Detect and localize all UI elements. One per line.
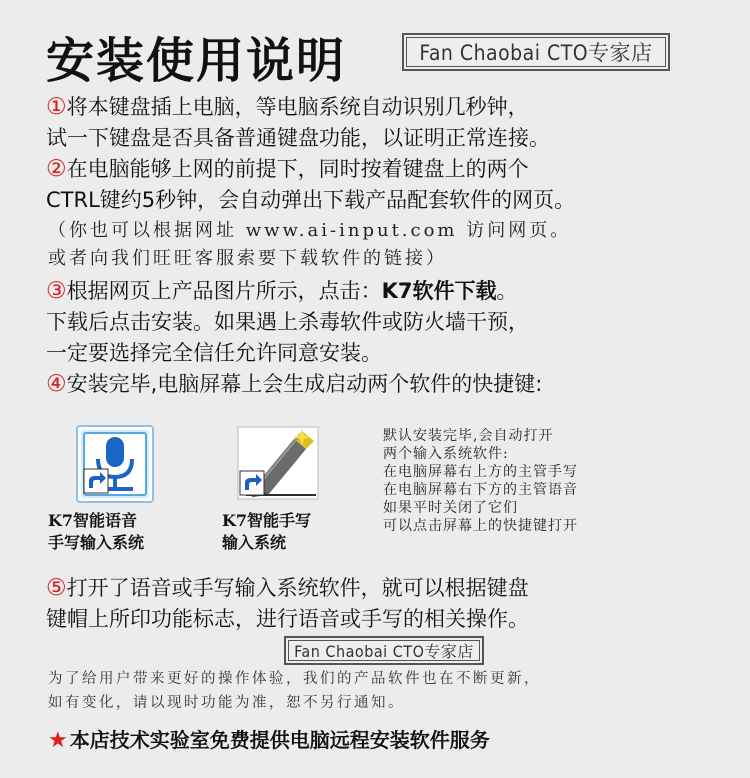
step3-line1	[46, 276, 518, 306]
handwriting-caption-line2: 输入系统	[222, 533, 287, 552]
step3-number: ③	[46, 278, 67, 304]
step1-text1: 将本键盘插上电脑，等电脑系统自动识别几秒钟，	[66, 95, 529, 119]
step4-line1	[46, 369, 542, 399]
step4-number: ④	[46, 371, 67, 397]
service-text: 本店技术实验室免费提供电脑远程安装软件服务	[69, 728, 490, 752]
step5-text1: 打开了语音或手写输入系统软件，就可以根据键盘	[66, 576, 529, 600]
step2-line1	[46, 154, 529, 184]
step5-line2: 键帽上所印功能标志，进行语音或手写的相关操作。	[46, 607, 529, 631]
remote-install-service	[48, 724, 490, 753]
handwriting-pen-icon-graphic	[236, 425, 320, 501]
step3-text-post: 。	[496, 279, 518, 303]
shortcut-desc-line5: 如果平时关闭了它们	[383, 500, 518, 516]
handwriting-pen-icon[interactable]	[236, 425, 320, 501]
voice-input-icon-graphic	[78, 427, 152, 501]
handwriting-caption-line1: K7智能手写	[222, 511, 312, 530]
voice-input-icon[interactable]	[76, 425, 154, 503]
shortcut-desc-line2: 两个输入系统软件:	[383, 446, 509, 462]
step5-number: ⑤	[46, 575, 67, 601]
step5-line1	[46, 573, 529, 603]
voice-caption-line2: 手写输入系统	[48, 533, 145, 552]
note-line2: 或者向我们旺旺客服索要下载软件的链接）	[48, 248, 447, 269]
voice-caption-line1: K7智能语音	[48, 511, 138, 530]
footer-line2: 如有变化，请以现时功能为准，恕不另行通知。	[48, 695, 405, 711]
k7-download-link: K7软件下载	[381, 279, 497, 303]
shortcut-desc-line1: 默认安装完毕,会自动打开	[383, 428, 554, 444]
step3-line3: 一定要选择完全信任允许同意安装。	[46, 341, 382, 365]
step2-text1: 在电脑能够上网的前提下，同时按着键盘上的两个	[66, 157, 529, 181]
shortcut-desc-line6: 可以点击屏幕上的快捷键打开	[383, 518, 578, 534]
shortcut-desc-line4: 在电脑屏幕右下方的主管语音	[383, 482, 578, 498]
step1-line2: 试一下键盘是否具备普通键盘功能，以证明正常连接。	[46, 126, 550, 150]
footer-line1: 为了给用户带来更好的操作体验，我们的产品软件也在不断更新，	[48, 671, 541, 687]
store-badge-top	[402, 33, 670, 71]
step1-line1	[46, 92, 529, 122]
page-title: 安装使用说明	[46, 33, 347, 89]
store-badge-middle	[284, 636, 484, 665]
star-icon: ★	[48, 728, 68, 753]
shortcut-desc-line3: 在电脑屏幕右上方的主管手写	[383, 464, 578, 480]
step1-number: ①	[46, 94, 67, 120]
store-badge-middle-text: Fan Chaobai CTO专家店	[288, 640, 480, 661]
shortcut-description	[383, 427, 578, 535]
step2-number: ②	[46, 156, 67, 182]
step3-text-pre: 根据网页上产品图片所示，点击：	[66, 279, 382, 303]
note-line1: （你也可以根据网址 www.ai-input.com 访问网页。	[48, 220, 572, 241]
step4-text1: 安装完毕,电脑屏幕上会生成启动两个软件的快捷键:	[66, 372, 543, 396]
step2-line2: CTRL键约5秒钟，会自动弹出下载产品配套软件的网页。	[46, 188, 576, 212]
store-badge-text: Fan Chaobai CTO专家店	[406, 37, 666, 67]
step3-line2: 下载后点击安装。如果遇上杀毒软件或防火墙干预，	[46, 310, 529, 334]
